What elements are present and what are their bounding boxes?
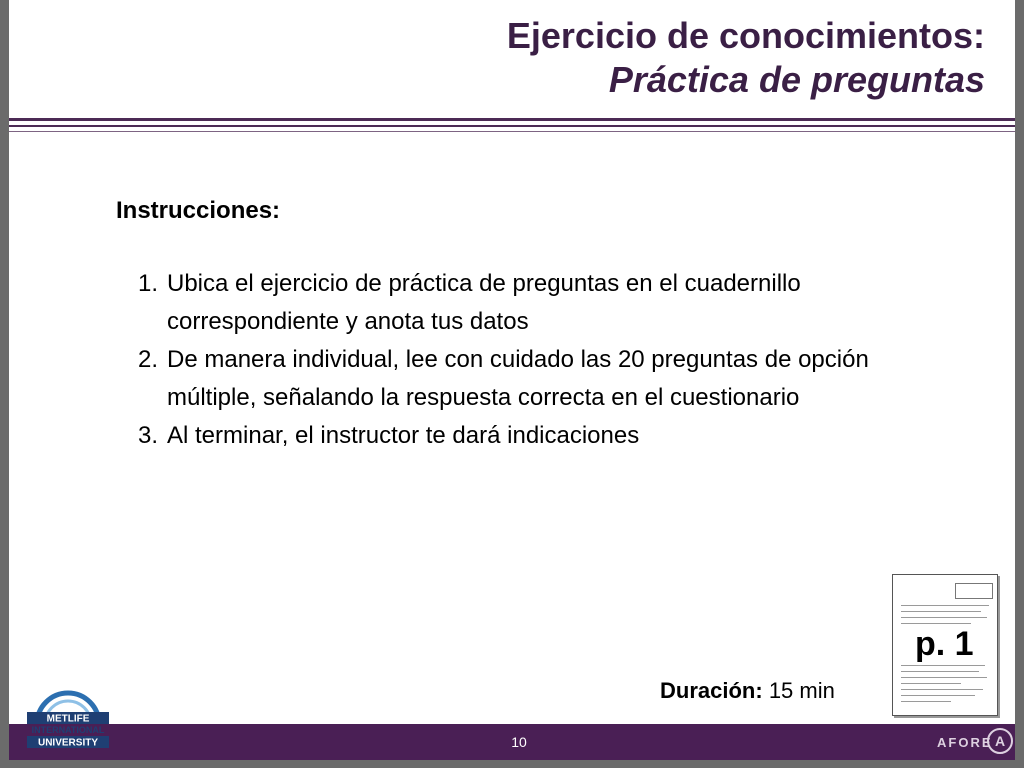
step-number: 2. (137, 346, 158, 373)
footer-bar (9, 724, 1015, 760)
step-text: Ubica el ejercicio de práctica de preguntas en el cuadernillo correspondiente y anota tus datos (167, 270, 801, 335)
booklet-line (901, 671, 979, 672)
booklet-line (901, 665, 985, 666)
duration (660, 678, 835, 704)
title-divider (9, 118, 1015, 121)
logo-line-3: UNIVERSITY (37, 737, 99, 749)
instruction-step (129, 265, 889, 341)
afore-emblem-icon: A (987, 728, 1013, 754)
duration-value: 15 min (768, 678, 835, 703)
booklet-line (901, 689, 983, 690)
step-number: 1. (137, 270, 158, 297)
booklet-line (901, 605, 989, 606)
booklet-line (901, 695, 975, 696)
logo-line-1: METLIFE (46, 713, 90, 725)
logo-line-2: INTERNATIONAL (31, 725, 105, 735)
step-text: De manera individual, lee con cuidado las 20 preguntas de opción múltiple, señalando la respuesta correcta en el cuestionario (167, 346, 869, 411)
title-divider-2 (9, 125, 1015, 127)
booklet-line (901, 677, 987, 678)
booklet-thumbnail (892, 574, 998, 716)
booklet-page-label: p. 1 (915, 625, 974, 663)
title-subtitle: Práctica de preguntas (608, 59, 985, 100)
booklet-line (901, 617, 987, 618)
afore-logo-text: AFORE (937, 735, 993, 750)
booklet-line (901, 701, 951, 702)
step-number: 3. (137, 422, 158, 449)
instructions-heading: Instrucciones: (116, 197, 281, 224)
instruction-step (129, 417, 889, 455)
page-number: 10 (511, 734, 527, 750)
instruction-step (129, 341, 889, 417)
booklet-header-box (955, 583, 993, 599)
step-text: Al terminar, el instructor te dará indicaciones (167, 422, 640, 449)
booklet-line (901, 683, 961, 684)
slide (9, 0, 1015, 760)
duration-label: Duración: (660, 678, 763, 703)
booklet-line (901, 611, 981, 612)
metlife-university-logo (23, 690, 113, 752)
title-divider-3 (9, 131, 1015, 132)
instructions-list (129, 265, 889, 455)
title-main: Ejercicio de conocimientos: (506, 15, 985, 56)
booklet-line (901, 623, 971, 624)
slide-title (85, 14, 985, 102)
